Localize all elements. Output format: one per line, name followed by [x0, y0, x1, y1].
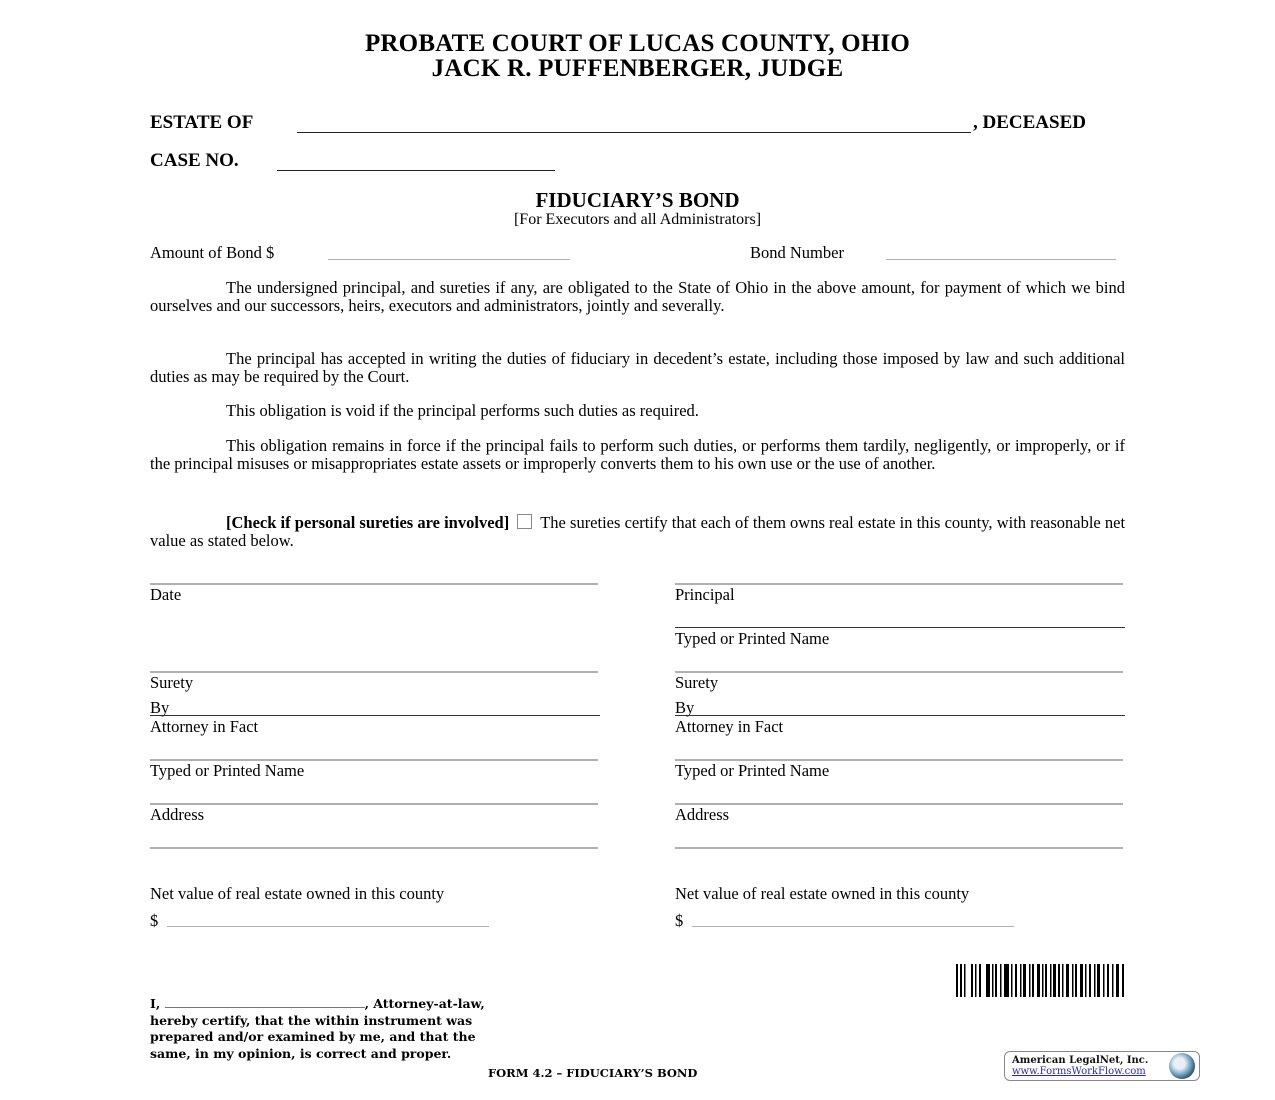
dollar-right-label: $: [675, 911, 684, 930]
certification-prefix: I,: [150, 996, 161, 1011]
attorney-certification: [150, 996, 530, 1062]
estate-name-field[interactable]: [297, 132, 971, 133]
address-right-field-1[interactable]: [675, 803, 1123, 805]
by-right-field[interactable]: [675, 715, 1125, 716]
attorney-in-fact-right-label: Attorney in Fact: [675, 717, 784, 736]
judge-name: JACK R. PUFFENBERGER, JUDGE: [431, 55, 844, 82]
bond-amount-label: Amount of Bond $: [150, 243, 275, 262]
dollar-left-label: $: [150, 911, 159, 930]
deceased-label: , DECEASED: [973, 112, 1086, 133]
address-right-field-2[interactable]: [675, 847, 1123, 849]
attorney-name-field[interactable]: [165, 1007, 365, 1008]
certification-line-3: prepared and/or examined by me, and that the: [150, 1029, 476, 1044]
bond-amount-field[interactable]: [328, 259, 570, 260]
barcode-icon: [956, 964, 1126, 997]
case-no-label: CASE NO.: [150, 150, 239, 171]
case-no-field[interactable]: [277, 170, 555, 171]
form-title: FIDUCIARY’S BOND: [535, 188, 740, 212]
branding-url-link[interactable]: www.FormsWorkFlow.com: [1012, 1066, 1146, 1077]
surety-left-label: Surety: [150, 673, 194, 692]
net-value-left-field[interactable]: [167, 926, 489, 927]
surety-right-signature-field[interactable]: [675, 671, 1123, 673]
court-name: PROBATE COURT OF LUCAS COUNTY, OHIO: [364, 30, 911, 57]
address-left-field-1[interactable]: [150, 803, 598, 805]
principal-typed-name-field[interactable]: [675, 627, 1125, 628]
globe-icon: [1169, 1053, 1195, 1079]
net-value-right-field[interactable]: [692, 926, 1014, 927]
principal-signature-field[interactable]: [675, 583, 1123, 585]
by-left-field[interactable]: [150, 715, 600, 716]
form-subtitle: [For Executors and all Administrators]: [513, 211, 762, 228]
certification-line-1: [150, 996, 530, 1013]
certification-suffix: , Attorney-at-law,: [364, 996, 485, 1011]
net-value-right-label: Net value of real estate owned in this county: [675, 884, 970, 903]
form-number-footer: FORM 4.2 – FIDUCIARY’S BOND: [488, 1066, 698, 1080]
force-paragraph: This obligation remains in force if the principal fails to perform such duties, or performs them tardily, negligently, or improperly, or if the principal misuses or misappropriates estate assets or improperly converts them to his own use or the use of another.: [150, 436, 1125, 473]
certification-line-4: same, in my opinion, is correct and proper.: [150, 1045, 452, 1061]
personal-sureties-checkbox[interactable]: [517, 514, 532, 529]
net-value-left-label: Net value of real estate owned in this county: [150, 884, 445, 903]
principal-typed-name-label: Typed or Printed Name: [675, 629, 830, 648]
typed-name-right-label: Typed or Printed Name: [675, 761, 830, 780]
by-left-label: By: [150, 698, 170, 717]
sureties-certify-text: The sureties certify that each of them owns real estate in this county, with reasonable net value as stated below.: [150, 513, 1126, 550]
surety-right-label: Surety: [675, 673, 719, 692]
sureties-check-label: [Check if personal sureties are involved]: [226, 513, 510, 532]
principal-label: Principal: [675, 585, 735, 604]
duties-paragraph: The principal has accepted in writing the duties of fiduciary in decedent’s estate, including those imposed by law and such additional duties as may be required by the Court.: [150, 349, 1125, 386]
address-right-label: Address: [675, 805, 730, 824]
address-left-label: Address: [150, 805, 205, 824]
bond-number-field[interactable]: [886, 259, 1116, 260]
void-paragraph: This obligation is void if the principal performs such duties as required.: [226, 401, 699, 420]
obligation-paragraph: The undersigned principal, and sureties if any, are obligated to the State of Ohio in the above amount, for payment of which we bind ourselves and our successors, heirs, executors and administrators, jointly and severally.: [150, 278, 1125, 315]
bond-number-label: Bond Number: [750, 243, 844, 262]
sureties-check-paragraph: [150, 514, 1125, 549]
estate-label: ESTATE OF: [150, 112, 254, 133]
attorney-in-fact-left-label: Attorney in Fact: [150, 717, 259, 736]
surety-left-signature-field[interactable]: [150, 671, 598, 673]
typed-name-left-label: Typed or Printed Name: [150, 761, 305, 780]
branding-badge[interactable]: [1004, 1051, 1200, 1081]
date-label: Date: [150, 585, 182, 604]
certification-line-2: hereby certify, that the within instrument was: [150, 1012, 473, 1028]
date-field[interactable]: [150, 583, 598, 585]
by-right-label: By: [675, 698, 695, 717]
address-left-field-2[interactable]: [150, 847, 598, 849]
branding-company: American LegalNet, Inc.: [1012, 1055, 1149, 1066]
